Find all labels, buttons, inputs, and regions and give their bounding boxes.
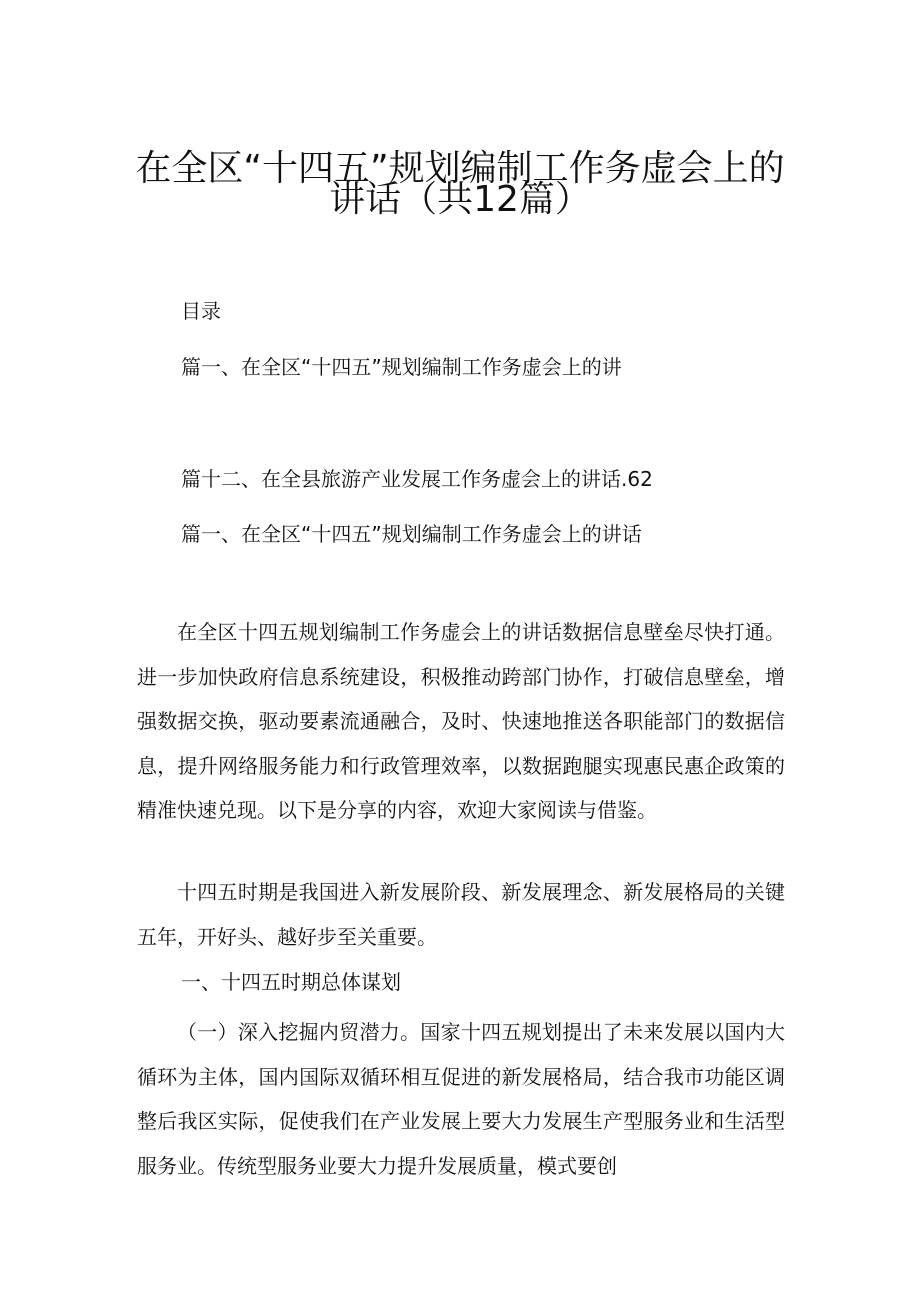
document-title-line2: 讲话（共12篇） bbox=[329, 179, 591, 220]
toc-item[interactable]: 篇一、在全区“十四五”规划编制工作务虚会上的讲 bbox=[181, 355, 622, 379]
body-paragraph: 十四五时期是我国进入新发展阶段、新发展理念、新发展格局的关键五年，开好头、越好步至关重要。 bbox=[137, 880, 785, 949]
body-paragraph: 在全区十四五规划编制工作务虚会上的讲话数据信息壁垒尽快打通。进一步加快政府信息系统建设，积极推动跨部门协作，打破信息壁垒，增强数据交换，驱动要素流通融合，及时、快速地推送各职能部门的数据信息，提升网络服务能力和行政管理效率，以数据跑腿实现惠民惠企政策的精准快速兑现。以下是分享的内容，欢迎大家阅读与借鉴。 bbox=[137, 620, 785, 822]
toc-heading: 目录 bbox=[181, 299, 221, 323]
section-title: 篇一、在全区“十四五”规划编制工作务虚会上的讲话 bbox=[181, 522, 642, 546]
section-heading: 一、十四五时期总体谋划 bbox=[181, 970, 401, 994]
toc-item[interactable]: 篇十二、在全县旅游产业发展工作务虚会上的讲话.62 bbox=[181, 467, 653, 491]
document-title-line1: 在全区“十四五”规划编制工作务虚会上的 bbox=[135, 148, 785, 189]
body-paragraph: （一）深入挖掘内贸潜力。国家十四五规划提出了未来发展以国内大循环为主体，国内国际双循环相互促进的新发展格局，结合我市功能区调整后我区实际，促使我们在产业发展上要大力发展生产型服务业和生活型服务业。传统型服务业要大力提升发展质量，模式要创 bbox=[137, 1020, 785, 1178]
